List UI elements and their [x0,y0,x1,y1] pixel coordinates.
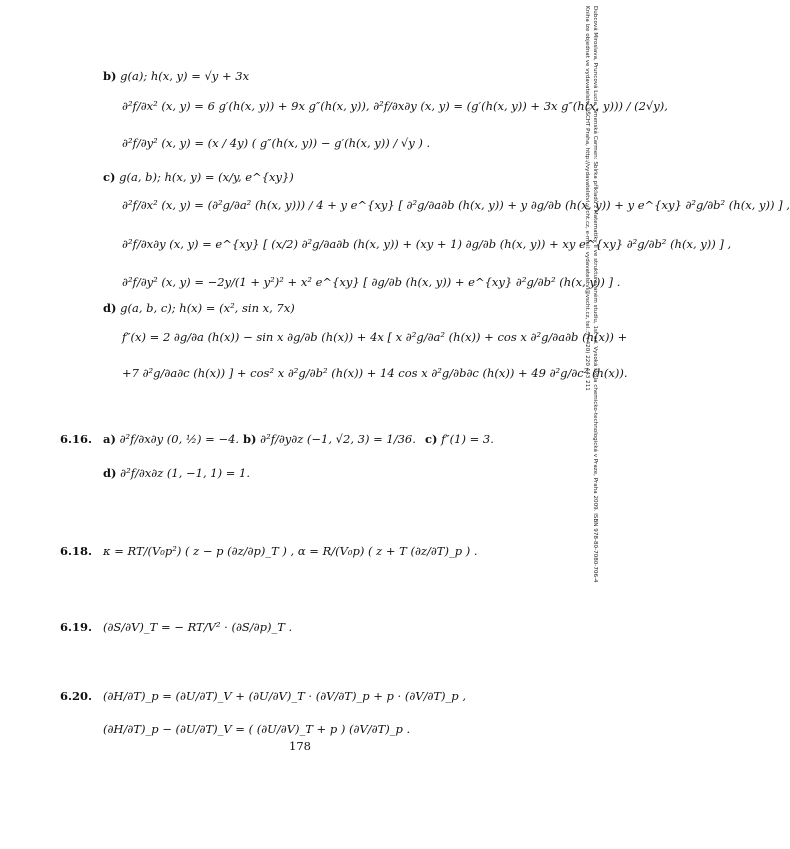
ex616-d: d) ∂²f/∂x∂z (1, −1, 1) = 1. [103,466,251,480]
ex616-b: b) ∂²f/∂y∂z (−1, √2, 3) = 1/36. [243,432,416,446]
copyright-sidebar [586,6,600,842]
ex619-formula: (∂S/∂V)_T = − RT/V² · (∂S/∂p)_T . [103,620,293,634]
part-c-header: c) g(a, b); h(x, y) = (x/y, e^{xy}) [103,170,294,184]
exercise-number-6-16: 6.16. [60,432,93,446]
ex620-eq1: (∂H/∂T)_p = (∂U/∂T)_V + (∂U/∂V)_T · (∂V/∂T)_p + p · (∂V/∂T)_p , [103,689,466,703]
part-b-header: b) g(a); h(x, y) = √y + 3x [103,69,250,83]
ex616-a: a) ∂²f/∂x∂y (0, ½) = −4. [103,432,240,446]
part-b-eq2: ∂²f/∂y² (x, y) = (x / 4y) ( g″(h(x, y)) − g′(h(x, y)) / √y ) . [122,136,431,150]
ex618-formula: κ = RT/(V₀p²) ( z − p (∂z/∂p)_T ) , α = R/(V₀p) ( z + T (∂z/∂T)_p ) . [103,544,478,558]
part-d-eq2: +7 ∂²g/∂a∂c (h(x)) ] + cos² x ∂²g/∂b² (h(x)) + 14 cos x ∂²g/∂b∂c (h(x)) + 49 ∂²g/∂c² (h(x)). [122,366,628,380]
part-c-eq2: ∂²f/∂x∂y (x, y) = e^{xy} [ (x/2) ∂²g/∂a∂b (h(x, y)) + (xy + 1) ∂g/∂b (h(x, y)) + xy e^{xy} ∂²g/∂b² (h(x, y)) ] , [122,237,732,251]
part-d-eq1: f″(x) = 2 ∂g/∂a (h(x)) − sin x ∂g/∂b (h(x)) + 4x [ x ∂²g/∂a² (h(x)) + cos x ∂²g/∂a∂b (h(x)) + [122,330,628,344]
part-b-eq1: ∂²f/∂x² (x, y) = 6 g′(h(x, y)) + 9x g″(h(x, y)), ∂²f/∂x∂y (x, y) = (g′(h(x, y)) + 3x g″(h(x, y))) / (2√y), [122,99,668,113]
exercise-number-6-20: 6.20. [60,689,93,703]
part-c-eq3: ∂²f/∂y² (x, y) = −2y/(1 + y²)² + x² e^{xy} [ ∂g/∂b (h(x, y)) + e^{xy} ∂²g/∂b² (h(x, y)) ] . [122,275,621,289]
page-number: 178 [289,739,311,753]
ex620-eq2: (∂H/∂T)_p − (∂U/∂T)_V = ( (∂U/∂V)_T + p ) (∂V/∂T)_p . [103,722,411,736]
exercise-number-6-19: 6.19. [60,620,93,634]
copyright-line-1: Dubcová Miroslava, Pruncová Lucie, Smenská Carmen: Sbírka příkladů z Matematiky II ve strukturovaném studiu, 1st ed. Vysoká škola chemicko-technologická v Praze, Praha 2009. ISBN 978-80-7080-706-4 [592,6,598,583]
part-c-eq1: ∂²f/∂x² (x, y) = (∂²g/∂a² (h(x, y))) / 4 + y e^{xy} [ ∂²g/∂a∂b (h(x, y)) + y ∂g/∂b (h(x, y)) + y e^{xy} ∂²g/∂b² (h(x, y)) ] , [122,198,790,212]
exercise-number-6-18: 6.18. [60,544,93,558]
part-d-header: d) g(a, b, c); h(x) = (x², sin x, 7x) [103,301,295,315]
copyright-line-2: Kniha lze objednat ve vydavatelství VŠCHT Praha, http://vydavatelstvi.vscht.cz, e-mail: vydavatelstvi@vscht.cz, tel.: (+420) 220 443 211 [584,6,590,391]
ex616-c: c) f″(1) = 3. [425,432,494,446]
